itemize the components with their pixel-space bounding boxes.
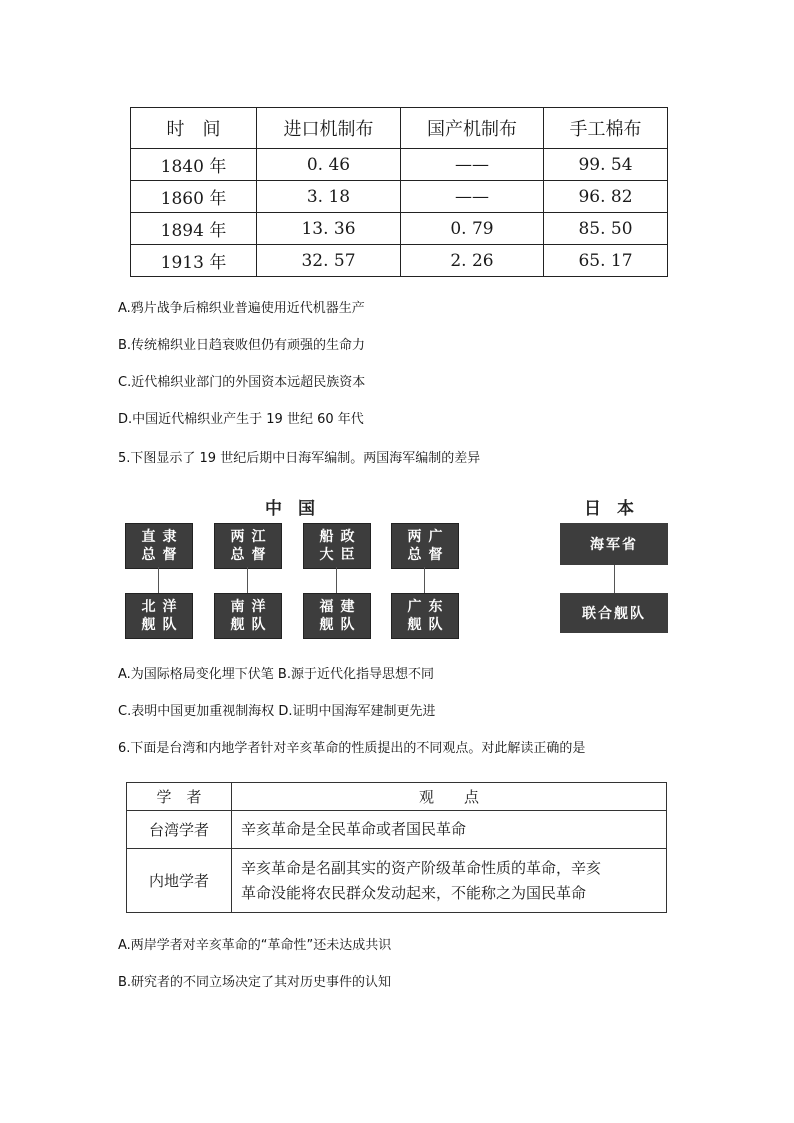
option-d: D.中国近代棉织业产生于 19 世纪 60 年代 [118,412,364,427]
cotton-cloth-table [130,107,668,277]
question-6: 6.下面是台湾和内地学者针对辛亥革命的性质提出的不同观点。对此解读正确的是 [118,741,586,756]
navy-ministry-box: 海军省 [560,523,668,565]
table-cell: 2. 26 [401,245,544,277]
view-cell [232,849,667,913]
nanyang-fleet-box [214,593,282,639]
table-cell: 85. 50 [544,213,668,245]
table-cell: —— [401,181,544,213]
option-a: A.两岸学者对辛亥革命的“革命性”还未达成共识 [118,938,392,953]
table-row [131,181,668,213]
table-cell: 1913 年 [131,245,257,277]
view-line: 辛亥革命是名副其实的资产阶级革命性质的革命，辛亥 [241,858,602,877]
box-label: 船政 [319,529,362,545]
table-row [131,213,668,245]
table-cell: —— [401,149,544,181]
combined-fleet-box: 联合舰队 [560,593,668,633]
table-cell: 1860 年 [131,181,257,213]
option-b: B.传统棉织业日趋衰败但仍有顽强的生命力 [118,338,366,353]
table-row [131,149,668,181]
scholar-views-table [126,782,667,913]
scholar-cell: 台湾学者 [127,811,232,849]
liangjiang-governor-box [214,523,282,569]
box-label: 总督 [407,547,450,563]
fujian-fleet-box [303,593,371,639]
box-label: 舰队 [230,617,273,633]
table-header-row [131,108,668,149]
box-label: 直隶 [141,529,184,545]
box-label: 福建 [319,599,362,615]
box-label: 大臣 [319,547,362,563]
box-label: 总督 [141,547,184,563]
beiyang-fleet-box [125,593,193,639]
table-row [127,811,667,849]
china-label: 中国 [265,499,331,519]
box-label: 北洋 [141,599,184,615]
column-header: 时 间 [131,108,257,149]
guangdong-fleet-box [391,593,459,639]
box-label: 广东 [407,599,450,615]
box-label: 两广 [407,529,450,545]
box-label: 南洋 [230,599,273,615]
column-header: 进口机制布 [257,108,401,149]
table-cell: 99. 54 [544,149,668,181]
box-label: 总督 [230,547,273,563]
column-header: 国产机制布 [401,108,544,149]
option-b: B.研究者的不同立场决定了其对历史事件的认知 [118,975,392,990]
view-line: 辛亥革命是全民革命或者国民革命 [241,820,467,838]
connector-line [424,567,425,593]
connector-line [158,567,159,593]
table-row [131,245,668,277]
liangguang-governor-box [391,523,459,569]
table-cell: 65. 17 [544,245,668,277]
table-cell: 1840 年 [131,149,257,181]
table-cell: 3. 18 [257,181,401,213]
column-header: 观 点 [232,783,667,811]
option-cd: C.表明中国更加重视制海权 D.证明中国海军建制更先进 [118,704,436,719]
option-a: A.鸦片战争后棉织业普遍使用近代机器生产 [118,301,365,316]
connector-line [614,565,615,593]
box-label: 舰队 [319,617,362,633]
table-cell: 96. 82 [544,181,668,213]
table-cell: 0. 79 [401,213,544,245]
table-cell: 13. 36 [257,213,401,245]
connector-line [336,567,337,593]
box-label: 舰队 [141,617,184,633]
table-row [127,849,667,913]
scholar-cell: 内地学者 [127,849,232,913]
table-cell: 1894 年 [131,213,257,245]
column-header: 手工棉布 [544,108,668,149]
box-label: 舰队 [407,617,450,633]
connector-line [247,567,248,593]
table-cell: 0. 46 [257,149,401,181]
table-header-row [127,783,667,811]
chuanzheng-minister-box [303,523,371,569]
question-5: 5.下图显示了 19 世纪后期中日海军编制。两国海军编制的差异 [118,451,481,466]
table-cell: 32. 57 [257,245,401,277]
zhili-governor-box [125,523,193,569]
option-c: C.近代棉织业部门的外国资本远超民族资本 [118,375,366,390]
box-label: 两江 [230,529,273,545]
view-line: 革命没能将农民群众发动起来，不能称之为国民革命 [241,883,587,902]
view-cell [232,811,667,849]
column-header: 学 者 [127,783,232,811]
option-ab: A.为国际格局变化埋下伏笔 B.源于近代化指导思想不同 [118,667,434,682]
japan-label: 日本 [584,499,650,519]
